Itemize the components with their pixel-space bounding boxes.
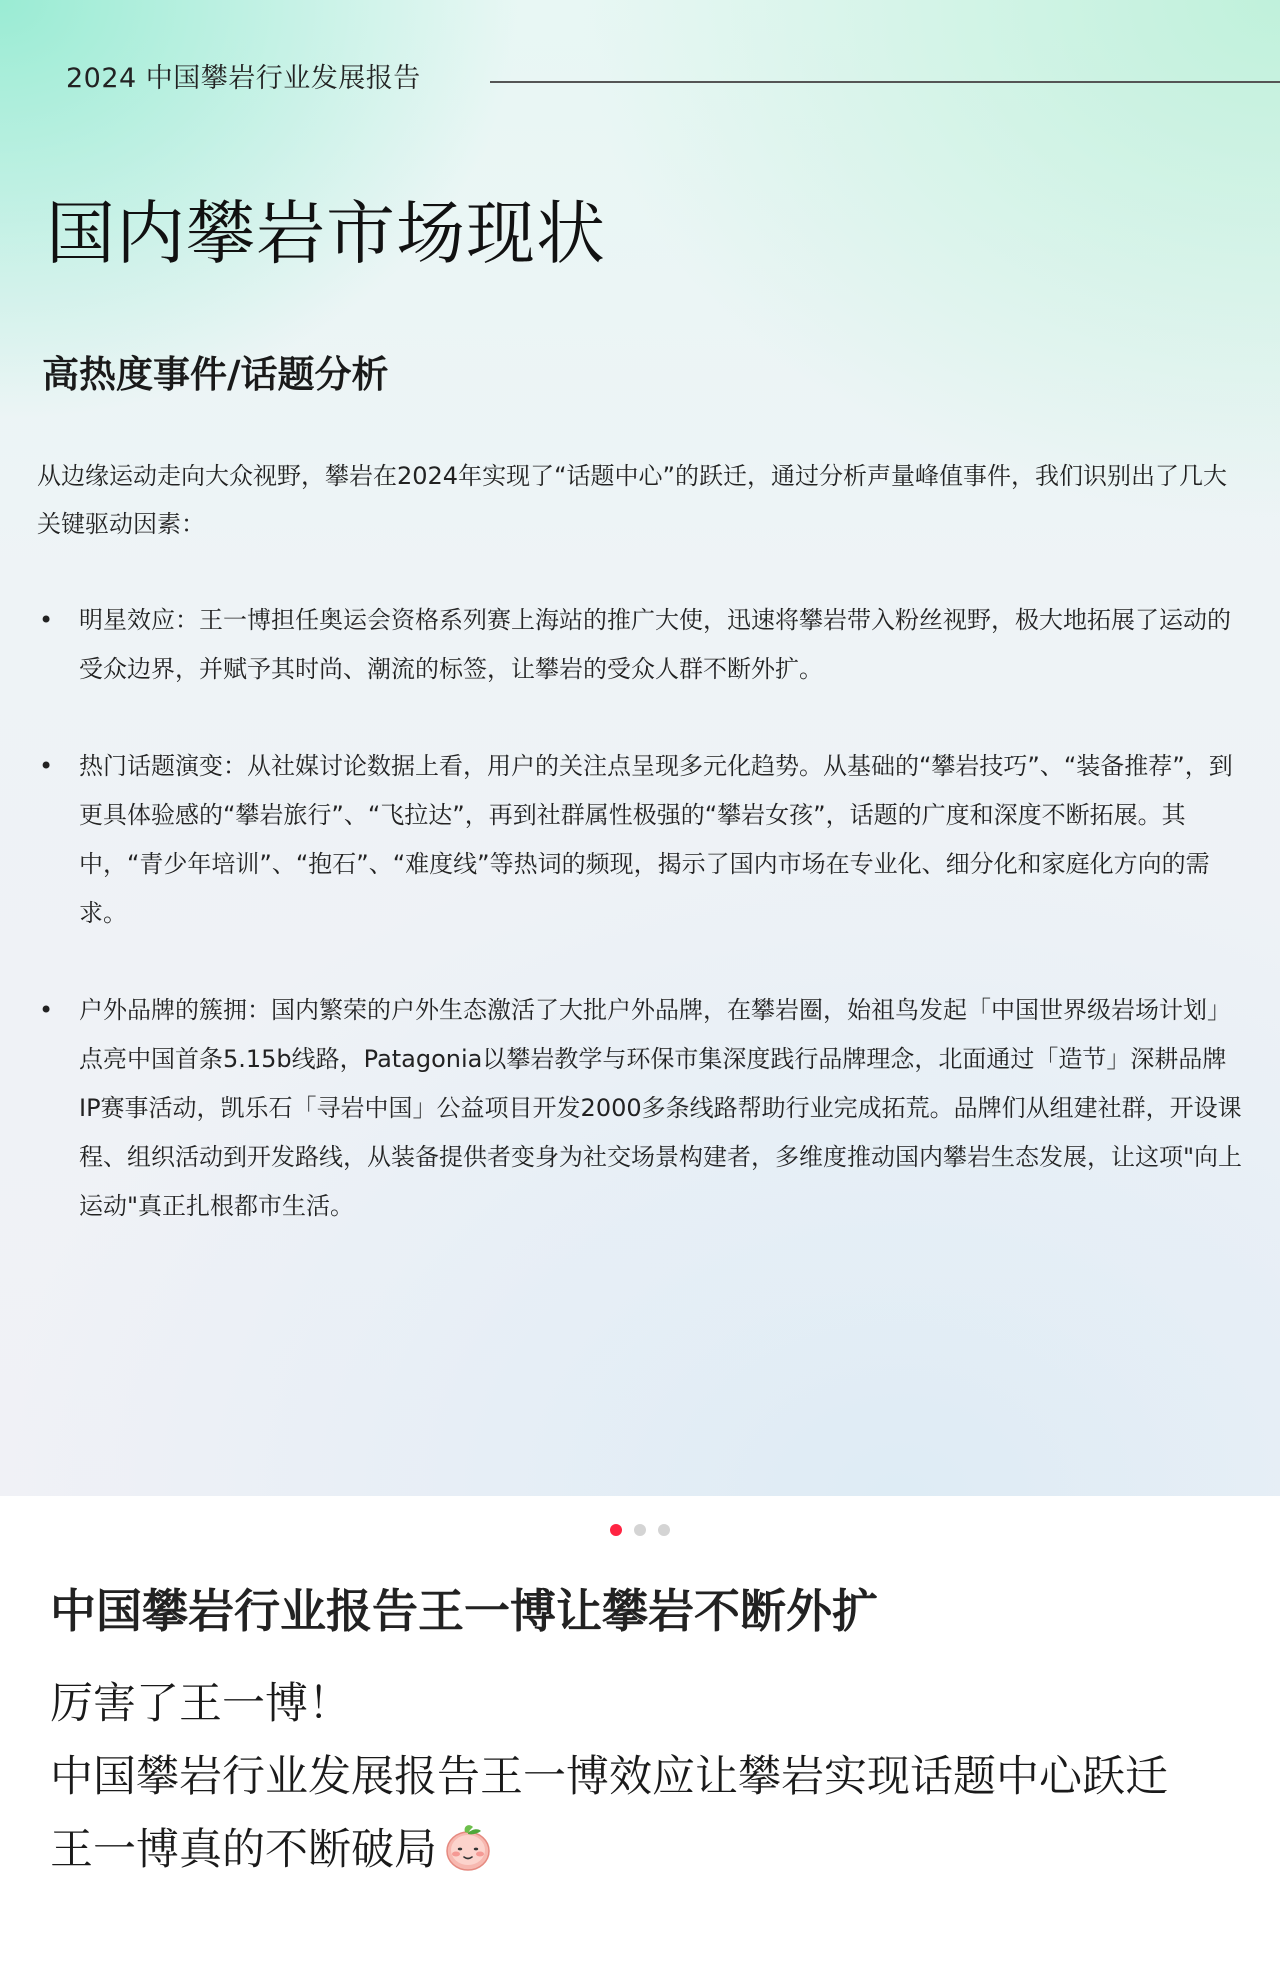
bullet-item (37, 596, 1247, 694)
peach-face-emoji-icon (441, 1820, 495, 1874)
report-title: 国内攀岩市场现状 (46, 194, 606, 274)
bullet-dot: • (39, 752, 54, 780)
bullet-item (37, 986, 1247, 1231)
bullet-dot: • (39, 606, 54, 634)
carousel-dot[interactable] (634, 1524, 646, 1536)
carousel-indicator (0, 1524, 1280, 1536)
post-line: 厉害了王一博！ (50, 1679, 351, 1729)
bullet-dot: • (39, 996, 54, 1024)
carousel-dot[interactable] (658, 1524, 670, 1536)
report-header: 2024 中国攀岩行业发展报告 (66, 63, 421, 94)
bullet-list (37, 596, 1247, 1279)
post-line: 中国攀岩行业发展报告王一博效应让攀岩实现话题中心跃迁 (50, 1752, 1168, 1802)
post-line-text: 王一博真的不断破局 (50, 1825, 437, 1875)
bullet-text: 热门话题演变：从社媒讨论数据上看，用户的关注点呈现多元化趋势。从基础的“攀岩技巧”、“装备推荐”，到更具体验感的“攀岩旅行”、“飞拉达”，再到社群属性极强的“攀岩女孩”，话题的广度和深度不断拓展。其中，“青少年培训”、“抱石”、“难度线”等热词的频现，揭示了国内市场在专业化、细分化和家庭化方向的需求。 (79, 752, 1233, 927)
bullet-item (37, 742, 1247, 938)
post-body (50, 1668, 1230, 1887)
header-divider (490, 81, 1280, 83)
bullet-text: 明星效应：王一博担任奥运会资格系列赛上海站的推广大使，迅速将攀岩带入粉丝视野，极大地拓展了运动的受众边界，并赋予其时尚、潮流的标签，让攀岩的受众人群不断外扩。 (79, 606, 1231, 683)
post-title: 中国攀岩行业报告王一博让攀岩不断外扩 (50, 1584, 878, 1638)
carousel-dot[interactable] (610, 1524, 622, 1536)
report-subtitle: 高热度事件/话题分析 (42, 353, 389, 396)
report-intro: 从边缘运动走向大众视野，攀岩在2024年实现了“话题中心”的跃迁，通过分析声量峰值事件，我们识别出了几大关键驱动因素： (37, 462, 1227, 538)
bullet-text: 户外品牌的簇拥：国内繁荣的户外生态激活了大批户外品牌，在攀岩圈，始祖鸟发起「中国世界级岩场计划」点亮中国首条5.15b线路，Patagonia以攀岩教学与环保市集深度践行品牌理念，北面通过「造节」深耕品牌IP赛事活动，凯乐石「寻岩中国」公益项目开发2000多条线路帮助行业完成拓荒。品牌们从组建社群，开设课程、组织活动到开发路线，从装备提供者变身为社交场景构建者，多维度推动国内攀岩生态发展，让这项"向上运动"真正扎根都市生活。 (79, 996, 1243, 1220)
post-line-with-emoji (50, 1814, 1230, 1887)
